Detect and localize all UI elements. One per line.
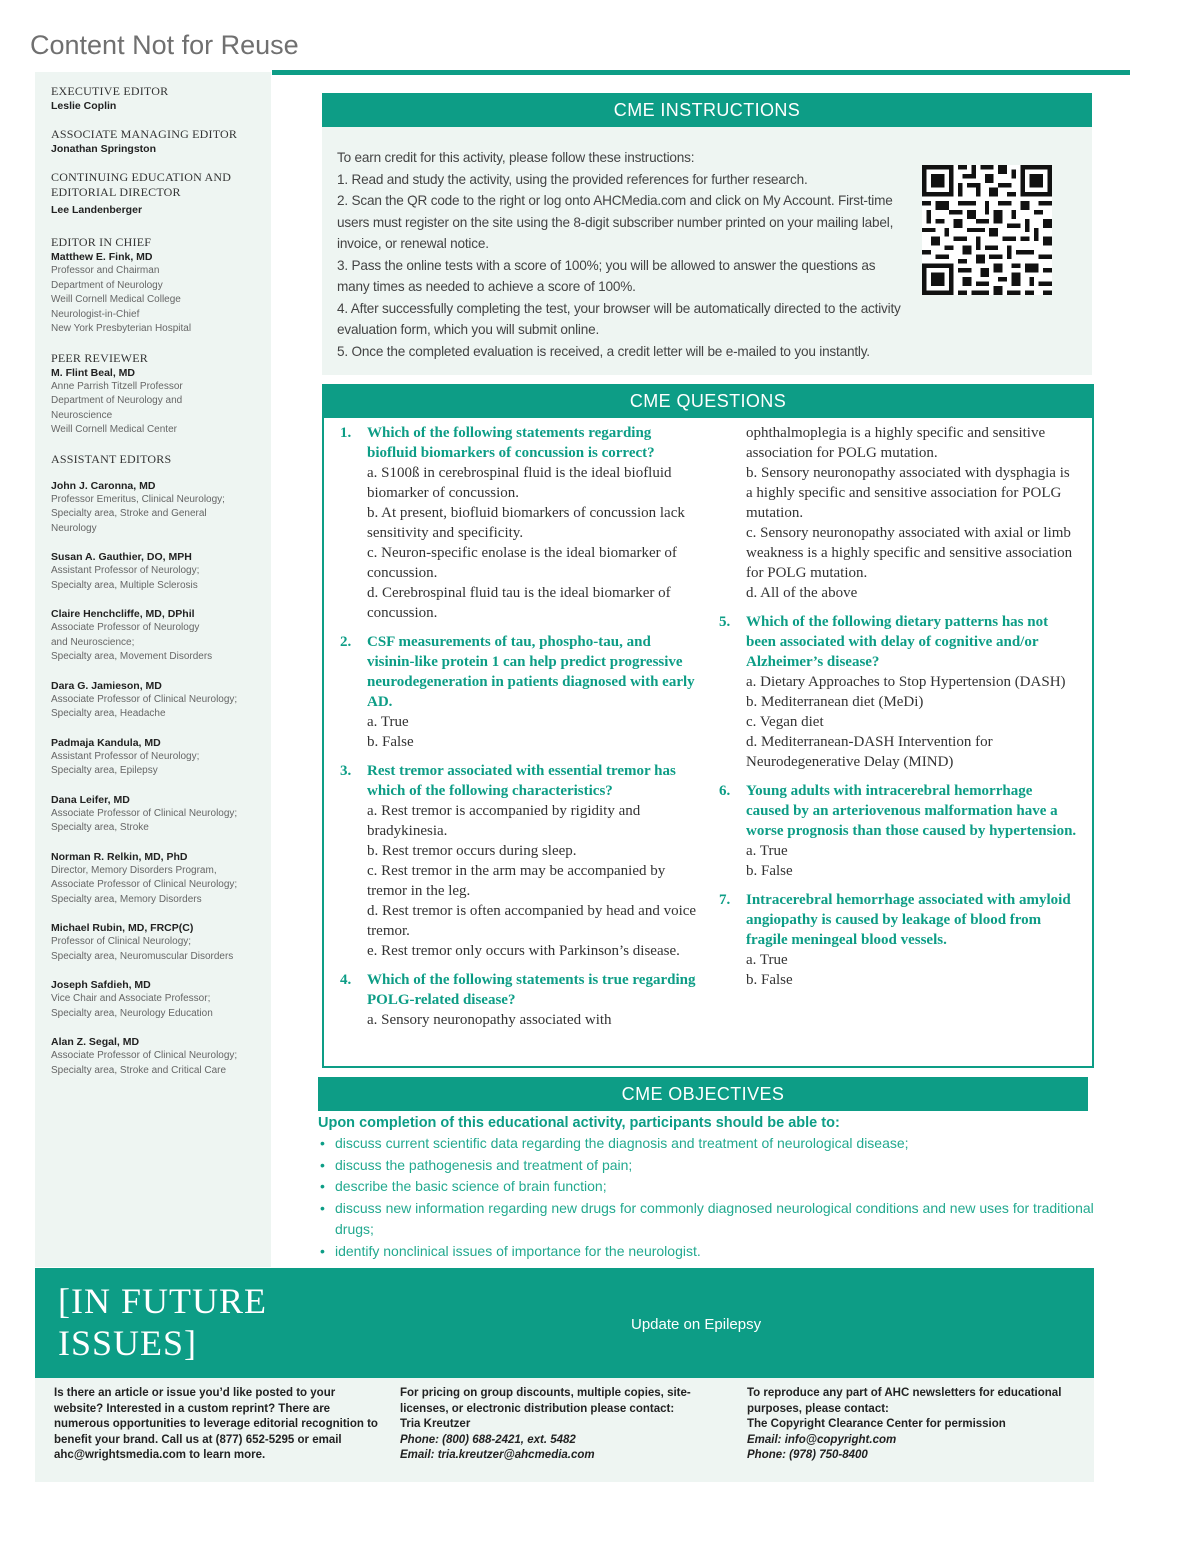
masthead-sidebar bbox=[35, 72, 271, 1267]
question-number: 3. bbox=[340, 763, 352, 779]
answer-option[interactable]: c. Neuron-specific enolase is the ideal biomarker of concussion. bbox=[367, 545, 677, 581]
instruction-step: 2. Scan the QR code to the right or log onto AHCMedia.com and click on My Account. First-time users must register on the site using the 8-digit subscriber number printed on your mailing label, invoice, or renewal notice. bbox=[337, 193, 894, 251]
sidebar-line: New York Presbyterian Hospital bbox=[51, 323, 192, 334]
instructions-panel bbox=[322, 127, 1092, 375]
footer-text: To reproduce any part of AHC newsletters for educational purposes, please contact: bbox=[747, 1387, 1062, 1415]
answer-option-continued[interactable]: ophthalmoplegia is a highly specific and sensitive association for POLG mutation. bbox=[746, 425, 1046, 461]
answer-option[interactable]: e. Rest tremor only occurs with Parkinson’s disease. bbox=[367, 943, 680, 959]
assistant-editor bbox=[51, 679, 261, 722]
sidebar-heading: EDITOR IN CHIEF bbox=[51, 235, 152, 249]
watermark: Content Not for Reuse bbox=[30, 30, 299, 60]
footer-pricing bbox=[400, 1386, 730, 1464]
sidebar-line: Specialty area, Multiple Sclerosis bbox=[51, 579, 198, 591]
qr-code-icon[interactable] bbox=[922, 165, 1052, 295]
objectives-section bbox=[318, 1113, 1098, 1262]
future-issues-banner bbox=[35, 1268, 1094, 1378]
question-number: 7. bbox=[719, 892, 731, 908]
sidebar-name: M. Flint Beal, MD bbox=[51, 366, 135, 379]
instruction-step: 5. Once the completed evaluation is received, a credit letter will be e-mailed to you instantly. bbox=[337, 343, 870, 359]
footer-email-link[interactable]: Email: tria.kreutzer@ahcmedia.com bbox=[400, 1449, 595, 1462]
sidebar-line: Associate Professor of Clinical Neurology; bbox=[51, 879, 238, 890]
footer-contact-name: Tria Kreutzer bbox=[400, 1418, 471, 1431]
peer-reviewer bbox=[51, 351, 261, 438]
questions-title: CME QUESTIONS bbox=[322, 384, 1094, 418]
assistant-editor bbox=[51, 850, 261, 908]
sidebar-name: Lee Landenberger bbox=[51, 204, 143, 216]
answer-option[interactable]: b. False bbox=[746, 972, 793, 988]
sidebar-line: Professor of Clinical Neurology; bbox=[51, 936, 192, 947]
assistant-editors-heading: ASSISTANT EDITORS bbox=[51, 451, 172, 466]
sidebar-line: Neurologist-in-Chief bbox=[51, 308, 140, 320]
question-item bbox=[340, 632, 698, 752]
objectives-list bbox=[318, 1133, 1098, 1262]
sidebar-name: Dara G. Jamieson, MD bbox=[51, 679, 162, 692]
future-issue-item: Update on Epilepsy bbox=[631, 1316, 762, 1333]
question-number: 5. bbox=[719, 614, 731, 630]
answer-option[interactable]: a. Sensory neuronopathy associated with bbox=[367, 1012, 612, 1028]
sidebar-name: Claire Henchcliffe, MD, DPhil bbox=[51, 608, 195, 620]
sidebar-heading: CONTINUING EDUCATION AND EDITORIAL DIRECTOR bbox=[51, 170, 232, 199]
sidebar-line: Assistant Professor of Neurology; bbox=[51, 565, 200, 576]
sidebar-line: Associate Professor of Clinical Neurology; bbox=[51, 693, 238, 705]
assistant-editor bbox=[51, 921, 261, 964]
answer-option[interactable]: a. True bbox=[746, 952, 788, 968]
answer-option[interactable]: b. False bbox=[746, 863, 793, 879]
instructions-title: CME INSTRUCTIONS bbox=[322, 93, 1092, 127]
answer-option[interactable]: a. Dietary Approaches to Stop Hypertension (DASH) bbox=[746, 674, 1066, 690]
sidebar-line: Professor and Chairman bbox=[51, 265, 160, 276]
sidebar-line: Specialty area, Neurology Education bbox=[51, 1007, 213, 1019]
questions-column-right bbox=[719, 423, 1079, 999]
answer-option[interactable]: a. S100ß in cerebrospinal fluid is the ideal biofluid biomarker of concussion. bbox=[367, 465, 672, 501]
question-number: 2. bbox=[340, 634, 352, 650]
sidebar-line: Director, Memory Disorders Program, bbox=[51, 864, 217, 876]
sidebar-line: Weill Cornell Medical College bbox=[51, 294, 181, 305]
sidebar-line: Specialty area, Movement Disorders bbox=[51, 651, 213, 662]
sidebar-line: Anne Parrish Titzell Professor bbox=[51, 380, 183, 392]
future-issues-title bbox=[58, 1280, 267, 1364]
assistant-editor bbox=[51, 793, 261, 836]
answer-option[interactable]: b. Rest tremor occurs during sleep. bbox=[367, 843, 577, 859]
sidebar-line: Neurology bbox=[51, 522, 97, 534]
footer-text: For pricing on group discounts, multiple copies, site-licenses, or electronic distribution please contact: bbox=[400, 1387, 691, 1415]
question-item bbox=[719, 890, 1079, 990]
sidebar-line: Specialty area, Stroke and Critical Care bbox=[51, 1064, 227, 1076]
sidebar-heading: EXECUTIVE EDITOR bbox=[51, 84, 169, 98]
answer-option[interactable]: a. True bbox=[746, 843, 788, 859]
question-text: Which of the following statements regarding biofluid biomarkers of concussion is correct? bbox=[367, 425, 655, 461]
sidebar-line: Specialty area, Headache bbox=[51, 708, 166, 719]
question-text: Which of the following statements is true regarding POLG-related disease? bbox=[367, 972, 696, 1008]
instructions-text bbox=[337, 147, 902, 362]
answer-option[interactable]: b. Sensory neuronopathy associated with dysphagia is a highly specific and sensitive association for POLG mutation. bbox=[746, 465, 1070, 521]
answer-option[interactable]: d. Cerebrospinal fluid tau is the ideal biomarker of concussion. bbox=[367, 585, 671, 621]
sidebar-line: Assistant Professor of Neurology; bbox=[51, 750, 200, 762]
question-text: Which of the following dietary patterns has not been associated with delay of cognitive and/or Alzheimer’s disease? bbox=[746, 614, 1049, 670]
questions-panel bbox=[322, 417, 1094, 1068]
footer-copyright bbox=[747, 1386, 1087, 1464]
question-text: Young adults with intracerebral hemorrhage caused by an arteriovenous malformation have a worse prognosis than those caused by hypertension. bbox=[746, 783, 1077, 839]
sidebar-name: Norman R. Relkin, MD, PhD bbox=[51, 850, 188, 863]
executive-editor bbox=[51, 84, 261, 113]
answer-option[interactable]: c. Sensory neuronopathy associated with axial or limb weakness is a highly specific and sensitive association for POLG mutation. bbox=[746, 525, 1073, 581]
objectives-intro: Upon completion of this educational activity, participants should be able to: bbox=[318, 1115, 840, 1131]
sidebar-line: Associate Professor of Clinical Neurology; bbox=[51, 807, 238, 819]
footer-phone[interactable]: Phone: (978) 750-8400 bbox=[747, 1449, 868, 1462]
footer-phone[interactable]: Phone: (800) 688-2421, ext. 5482 bbox=[400, 1433, 576, 1446]
sidebar-line: Specialty area, Memory Disorders bbox=[51, 893, 202, 905]
sidebar-line: Specialty area, Stroke bbox=[51, 822, 149, 833]
answer-option[interactable]: c. Vegan diet bbox=[746, 714, 824, 730]
sidebar-name: Matthew E. Fink, MD bbox=[51, 251, 153, 263]
question-number: 1. bbox=[340, 425, 352, 441]
sidebar-name: Padmaja Kandula, MD bbox=[51, 736, 161, 749]
answer-option[interactable]: d. Mediterranean-DASH Intervention for Neurodegenerative Delay (MIND) bbox=[746, 734, 993, 770]
sidebar-line: Specialty area, Stroke and General bbox=[51, 508, 207, 519]
answer-option[interactable]: b. Mediterranean diet (MeDi) bbox=[746, 694, 924, 710]
question-text: Intracerebral hemorrhage associated with amyloid angiopathy is caused by leakage of blood from fragile meningeal blood vessels. bbox=[746, 892, 1071, 948]
assistant-editor bbox=[51, 550, 261, 593]
sidebar-line: Vice Chair and Associate Professor; bbox=[51, 993, 211, 1004]
question-item bbox=[340, 970, 698, 1030]
answer-option[interactable]: a. Rest tremor is accompanied by rigidity and bradykinesia. bbox=[367, 803, 641, 839]
assistant-editor bbox=[51, 1035, 261, 1078]
question-number: 6. bbox=[719, 783, 731, 799]
instruction-step: 1. Read and study the activity, using the provided references for further research. bbox=[337, 171, 808, 187]
sidebar-line: and Neuroscience; bbox=[51, 636, 135, 648]
sidebar-line: Department of Neurology and bbox=[51, 395, 183, 406]
objective-item: • discuss current scientific data regarding the diagnosis and treatment of neurological disease; bbox=[318, 1133, 1098, 1155]
sidebar-name: Jonathan Springston bbox=[51, 143, 156, 155]
objective-item: • discuss new information regarding new drugs for commonly diagnosed neurological conditions and new uses for traditional drugs; bbox=[318, 1198, 1098, 1241]
instruction-step: 3. Pass the online tests with a score of 100%; you will be allowed to answer the questions as many times as needed to achieve a score of 100%. bbox=[337, 257, 876, 294]
instruction-step: 4. After successfully completing the test, your browser will be automatically directed to the activity evaluation form, which you will submit online. bbox=[337, 300, 901, 337]
sidebar-line: Neuroscience bbox=[51, 409, 113, 421]
answer-option[interactable]: c. Rest tremor in the arm may be accompanied by tremor in the leg. bbox=[367, 863, 666, 899]
answer-option[interactable]: d. All of the above bbox=[746, 585, 858, 601]
footer bbox=[35, 1378, 1094, 1482]
objective-item: • discuss the pathogenesis and treatment of pain; bbox=[318, 1155, 1098, 1177]
answer-option[interactable]: b. At present, biofluid biomarkers of concussion lack sensitivity and specificity. bbox=[367, 505, 685, 541]
sidebar-name: Susan A. Gauthier, DO, MPH bbox=[51, 551, 192, 563]
sidebar-name: Leslie Coplin bbox=[51, 100, 117, 112]
sidebar-line: Specialty area, Epilepsy bbox=[51, 765, 158, 776]
question-text: Rest tremor associated with essential tremor has which of the following characteristics? bbox=[367, 763, 676, 799]
question-text: CSF measurements of tau, phospho-tau, and visinin-like protein 1 can help predict progressive neurodegeneration in patients diagnosed with early AD. bbox=[367, 634, 695, 710]
question-number: 4. bbox=[340, 972, 352, 988]
assistant-editor bbox=[51, 607, 261, 665]
top-rule bbox=[272, 70, 1130, 75]
footer-reprints: Is there an article or issue you’d like posted to your website? Interested in a custom reprint? There are numerous opportunities to leverage editorial recognition to benefit your brand. Call us at (877) 652-5295 or email ahc@wrightsmedia.com to learn more. bbox=[54, 1387, 378, 1462]
question-item bbox=[719, 612, 1079, 772]
sidebar-name: Alan Z. Segal, MD bbox=[51, 1036, 140, 1048]
associate-managing-editor bbox=[51, 127, 261, 156]
sidebar-name: Michael Rubin, MD, FRCP(C) bbox=[51, 922, 194, 934]
editor-in-chief bbox=[51, 235, 261, 337]
ce-director bbox=[51, 170, 261, 217]
footer-email-link[interactable]: Email: info@copyright.com bbox=[747, 1433, 897, 1446]
future-title-line: [IN FUTURE bbox=[58, 1281, 267, 1321]
objective-item: • describe the basic science of brain function; bbox=[318, 1176, 1098, 1198]
footer-contact-name: The Copyright Clearance Center for permission bbox=[747, 1418, 1006, 1431]
objectives-title: CME OBJECTIVES bbox=[318, 1077, 1088, 1111]
sidebar-line: Associate Professor of Neurology bbox=[51, 622, 200, 633]
sidebar-line: Specialty area, Neuromuscular Disorders bbox=[51, 950, 234, 962]
question-item bbox=[719, 781, 1079, 881]
instructions-intro: To earn credit for this activity, please follow these instructions: bbox=[337, 150, 695, 165]
sidebar-line: Associate Professor of Clinical Neurology; bbox=[51, 1050, 238, 1061]
assistant-editor bbox=[51, 736, 261, 779]
future-title-line: ISSUES] bbox=[58, 1323, 198, 1363]
assistant-editor bbox=[51, 479, 261, 537]
sidebar-heading: PEER REVIEWER bbox=[51, 350, 148, 365]
sidebar-line: Weill Cornell Medical Center bbox=[51, 424, 177, 435]
sidebar-name: Dana Leifer, MD bbox=[51, 793, 130, 806]
sidebar-heading: ASSOCIATE MANAGING EDITOR bbox=[51, 127, 238, 141]
sidebar-line: Department of Neurology bbox=[51, 279, 163, 291]
sidebar-name: Joseph Safdieh, MD bbox=[51, 979, 151, 991]
sidebar-name: John J. Caronna, MD bbox=[51, 479, 156, 492]
sidebar-line: Professor Emeritus, Clinical Neurology; bbox=[51, 493, 225, 505]
answer-option[interactable]: b. False bbox=[367, 734, 414, 750]
answer-option[interactable]: d. Rest tremor is often accompanied by head and voice tremor. bbox=[367, 903, 697, 939]
question-item bbox=[340, 423, 698, 623]
answer-option[interactable]: a. True bbox=[367, 714, 409, 730]
questions-column-left bbox=[340, 423, 698, 1039]
objective-item: • identify nonclinical issues of importance for the neurologist. bbox=[318, 1241, 1098, 1263]
question-item bbox=[340, 761, 698, 961]
assistant-editor bbox=[51, 978, 261, 1021]
